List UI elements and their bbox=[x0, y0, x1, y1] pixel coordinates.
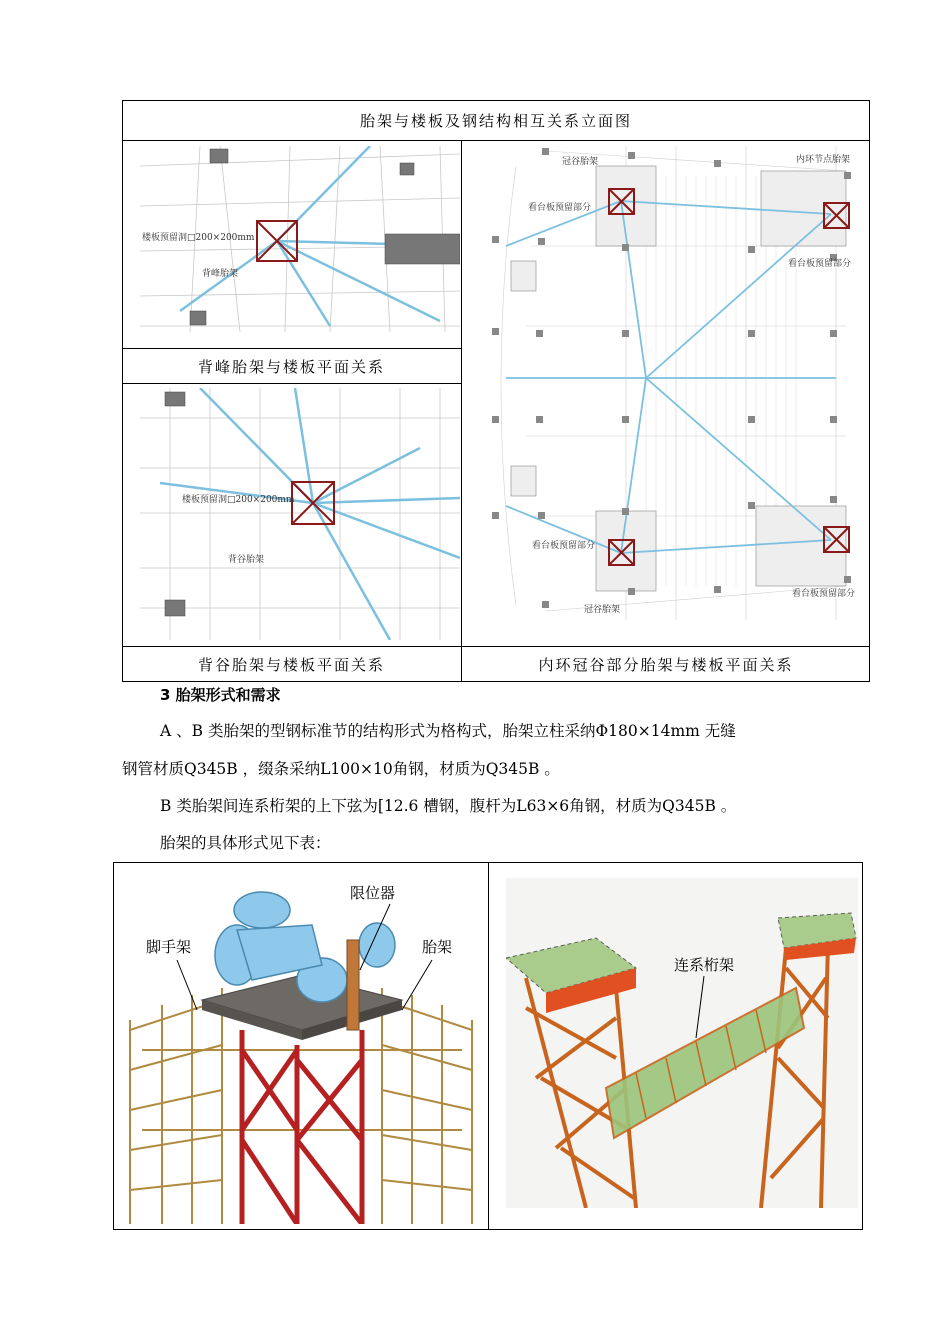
table-line bbox=[461, 140, 462, 682]
paragraph-line: 胎架的具体形式见下表： bbox=[160, 834, 331, 852]
label-stand-reserve: 看台板预留部分 bbox=[528, 203, 592, 213]
valley-frame-plan-drawing bbox=[140, 388, 460, 640]
label-stand-reserve: 看台板预留部分 bbox=[792, 589, 856, 599]
label-valley-frame: 背谷胎架 bbox=[228, 555, 265, 565]
label-inner-node-frame: 内环节点胎架 bbox=[796, 155, 851, 165]
label-connecting-truss: 连系桁架 bbox=[674, 956, 735, 974]
label-peak-frame: 背峰胎架 bbox=[202, 269, 239, 279]
label-frame: 胎架 bbox=[422, 938, 453, 956]
paragraph-line: 钢管材质Q345B ，缀条采纳L100×10角钢，材质为Q345B 。 bbox=[122, 760, 560, 778]
caption-inner-ring: 内环冠谷部分胎架与楼板平面关系 bbox=[538, 656, 794, 674]
caption-peak-frame: 背峰胎架与楼板平面关系 bbox=[197, 357, 385, 376]
table-line bbox=[488, 862, 489, 1230]
label-stand-reserve: 看台板预留部分 bbox=[788, 259, 852, 269]
label-crown-valley-frame: 冠谷胎架 bbox=[584, 605, 621, 615]
paragraph-line: A 、B 类胎架的型钢标准节的结构形式为格构式，胎架立柱采纳Φ180×14mm 无缝 bbox=[160, 722, 736, 740]
label-stand-reserve: 看台板预留部分 bbox=[532, 541, 596, 551]
table-line bbox=[122, 383, 461, 384]
peak-frame-plan-drawing bbox=[140, 146, 460, 332]
inner-ring-plan-drawing bbox=[486, 146, 864, 620]
section-heading: 3 胎架形式和需求 bbox=[160, 686, 281, 704]
label-scaffold: 脚手架 bbox=[146, 938, 192, 956]
label-limiter: 限位器 bbox=[350, 884, 396, 902]
caption-valley-frame: 背谷胎架与楼板平面关系 bbox=[197, 656, 385, 674]
frame-scaffold-rendering bbox=[122, 870, 482, 1224]
label-hole: 楼板预留洞□200×200mm bbox=[142, 233, 255, 243]
connecting-truss-rendering bbox=[506, 878, 858, 1208]
paragraph-line: B 类胎架间连系桁架的上下弦为[12.6 槽钢，腹杆为L63×6角钢，材质为Q345B 。 bbox=[160, 797, 737, 815]
label-hole: 楼板预留洞□200×200mm bbox=[182, 495, 295, 505]
table-title: 胎架与楼板及钢结构相互关系立面图 bbox=[359, 111, 632, 130]
label-crown-frame: 冠谷胎架 bbox=[562, 157, 599, 167]
table-line bbox=[122, 140, 870, 141]
